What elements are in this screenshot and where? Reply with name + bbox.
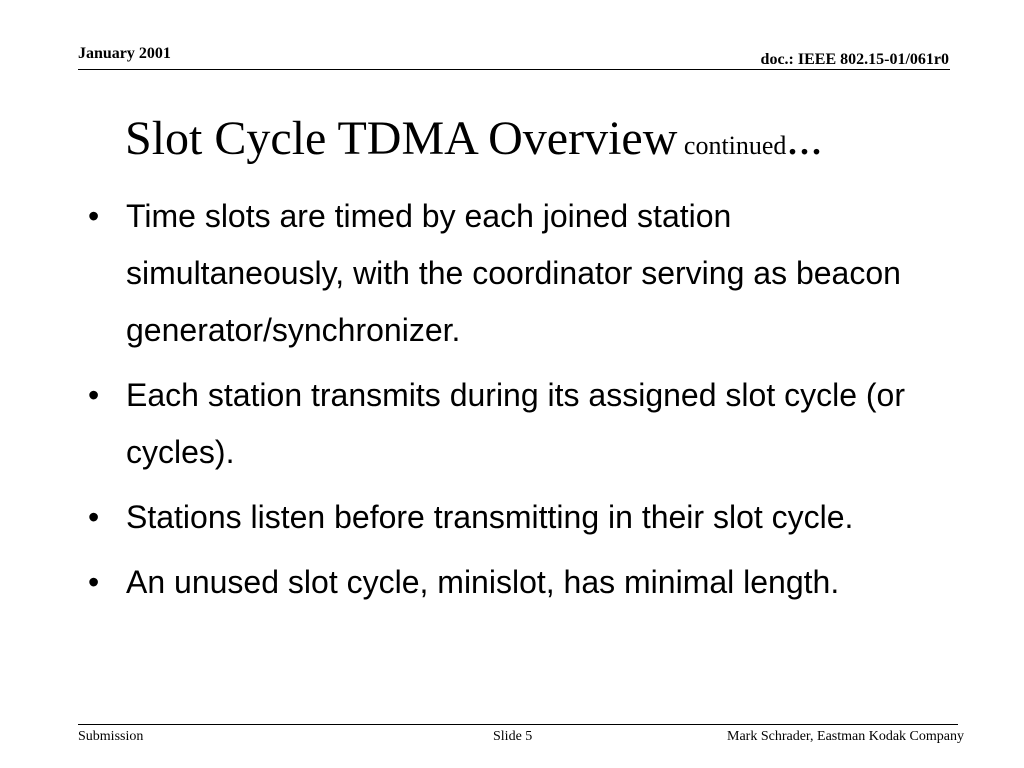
footer-divider	[78, 724, 958, 725]
bullet-item	[88, 554, 958, 611]
bullet-item	[88, 489, 958, 546]
slide-title-continued: continued	[677, 131, 787, 160]
bullet-text: Time slots are timed by each joined station simultaneously, with the coordinator serving as beacon generator/synchronizer.	[126, 198, 901, 348]
header-date: January 2001	[78, 45, 171, 62]
slide-title	[125, 110, 822, 175]
footer-author: Mark Schrader, Eastman Kodak Company	[727, 729, 964, 744]
bullet-item	[88, 367, 958, 481]
slide-title-main: Slot Cycle TDMA Overview	[125, 112, 678, 165]
bullet-text: Stations listen before transmitting in their slot cycle.	[126, 499, 854, 535]
footer-slide-number: Slide 5	[493, 729, 533, 744]
footer-submission: Submission	[78, 729, 144, 744]
bullet-icon: •	[88, 198, 100, 234]
header-doc-id: doc.: IEEE 802.15-01/061r0	[760, 51, 949, 68]
bullet-text: An unused slot cycle, minislot, has minimal length.	[126, 564, 840, 600]
bullet-icon: •	[88, 377, 100, 413]
header-divider	[78, 69, 950, 70]
slide-title-ellipsis: ...	[786, 112, 823, 165]
bullet-list	[88, 188, 958, 619]
bullet-text: Each station transmits during its assigned slot cycle (or cycles).	[126, 377, 905, 470]
bullet-icon: •	[88, 564, 100, 600]
bullet-item	[88, 188, 958, 359]
bullet-icon: •	[88, 499, 100, 535]
